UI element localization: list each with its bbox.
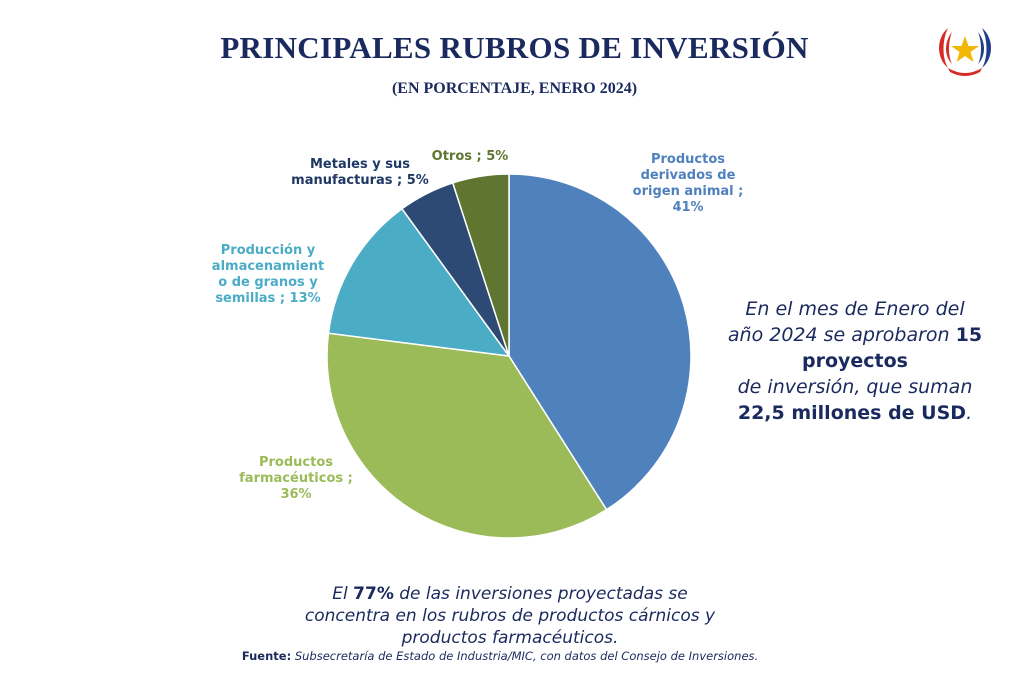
info-callout	[700, 296, 1010, 426]
source-label: Fuente:	[241, 649, 292, 663]
slice-label: Producción y almacenamient o de granos y semillas ; 13%	[211, 243, 325, 306]
page-subtitle: (EN PORCENTAJE, ENERO 2024)	[391, 80, 638, 97]
info-line-2: año 2024 se aprobaron	[727, 324, 950, 346]
info-project-count: 15	[955, 324, 983, 346]
info-line-3: proyectos	[801, 350, 908, 372]
info-period: .	[966, 402, 973, 424]
summary-line-2: concentra en los rubros de productos cárnicos y	[304, 606, 716, 626]
summary-text	[230, 583, 790, 649]
info-line-4: de inversión, que suman	[737, 376, 973, 398]
slice-label: Otros ; 5%	[431, 149, 509, 164]
page-title: PRINCIPALES RUBROS DE INVERSIÓN	[220, 30, 809, 65]
source-text: Subsecretaría de Estado de Industria/MIC, con datos del Consejo de Inversiones.	[294, 649, 759, 663]
summary-pre: El	[332, 584, 348, 604]
summary-percentage: 77%	[353, 584, 394, 604]
slice-label: Metales y sus manufacturas ; 5%	[291, 157, 429, 188]
summary-post: de las inversiones proyectadas se	[399, 584, 688, 604]
summary-line-3: productos farmacéuticos.	[401, 628, 619, 648]
info-amount: 22,5 millones de USD	[737, 402, 967, 424]
source-note	[0, 649, 1000, 663]
slice-label: Productos derivados de origen animal ; 41%	[632, 152, 744, 215]
info-line-1: En el mes de Enero del	[745, 298, 965, 320]
slice-label: Productos farmacéuticos ; 36%	[239, 455, 353, 502]
